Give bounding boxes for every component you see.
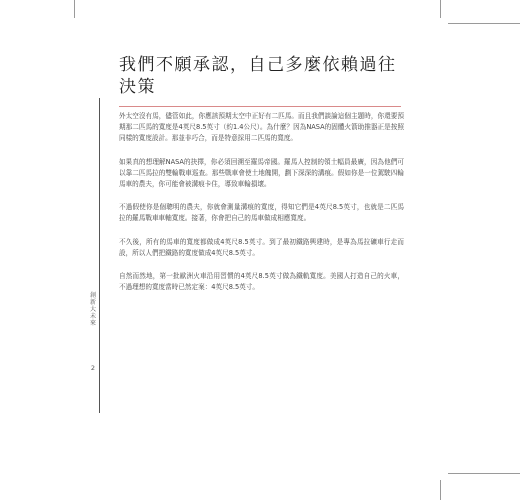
crop-mark-right-upper [448,23,520,24]
paragraph: 不久後，所有的馬車的寬度都做成4英尺8.5英寸。到了最初鐵路興建時，是專為馬拉礦車行走而設，所以人們把鐵路的寬度做成4英尺8.5英寸。 [119,237,404,257]
running-head: 創新大未來 [89,292,96,327]
page-number: 2 [90,364,96,372]
paragraph: 外太空沒有馬，儘管如此，你應該預期太空中正好有二匹馬。而且我們談論這個主題時，你還要預期那二匹馬的寬度是4英尺8.5英寸（約1.4公尺）。為什麼？因為NASA的固體火箭助推器正是按照同樣的寬度設計。那並非巧合，而是特意採用二匹馬的寬度。 [119,112,404,143]
crop-mark-top-right [440,0,441,18]
crop-mark-top-left [74,0,75,18]
crop-mark-right-lower [448,473,520,474]
paragraph: 不過假使你是個聰明的農夫，你就會測量溝痕的寬度，得知它們是4英尺8.5英寸，也就是二匹馬拉的羅馬戰車車軸寬度。接著，你會把自己的馬車做成相應寬度。 [119,203,404,223]
body-text [119,111,404,305]
paragraph: 自然而然地，第一批歐洲火車沿用習慣的4英尺8.5英寸做為鐵軌寬度。美國人打造自己的火車，不過理想的寬度當時已然定案：4英尺8.5英寸。 [119,272,404,292]
chapter-title: 我們不願承認，自己多麼依賴過往決策 [119,55,397,97]
title-underline [119,106,401,107]
crop-mark-bottom-right [440,480,441,500]
paragraph: 如果真的想理解NASA的抉擇，你必須回溯至羅馬帝國。羅馬人控制的領土幅員最廣，因為他們可以靠二匹馬拉的雙輪戰車巡查。那些戰車會使土地餽開，劃下深深的溝痕。假如你是一位駕駛四輪馬車的農夫，你可能會被溝痕卡住，導致車輪損壞。 [119,157,404,189]
sidebar-rule [99,98,100,413]
